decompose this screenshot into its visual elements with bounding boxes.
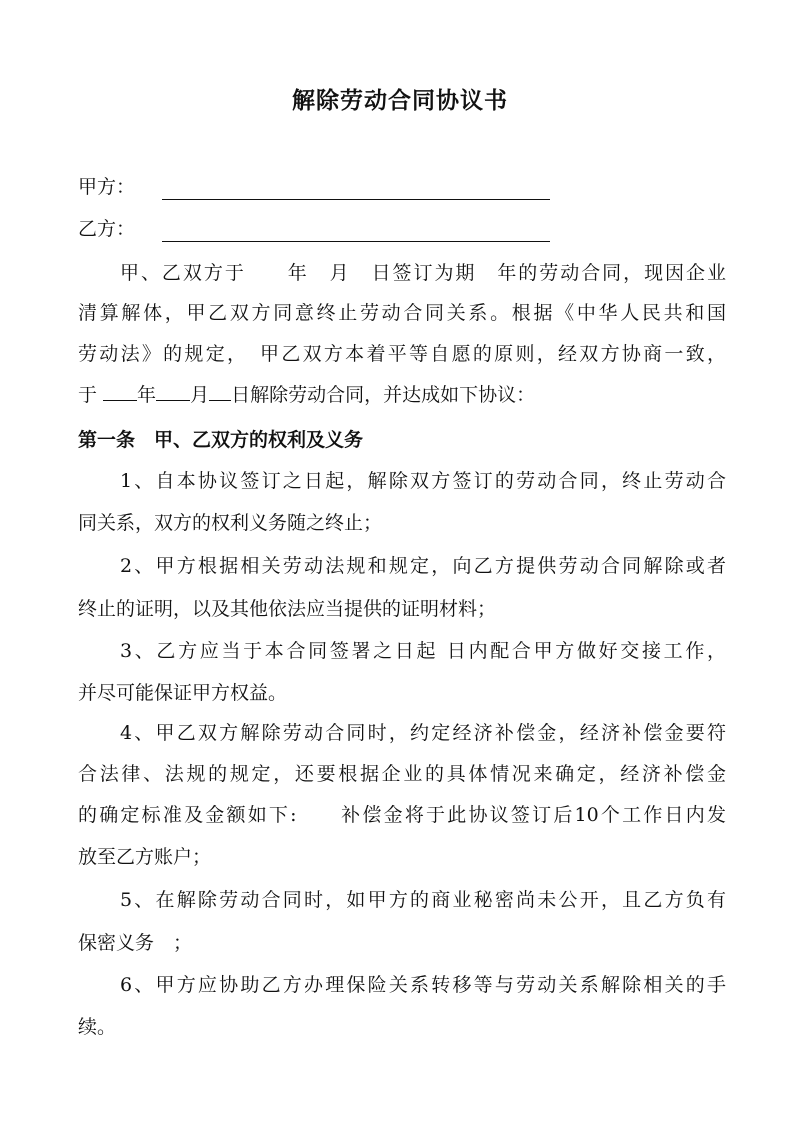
intro-month-text: 月 bbox=[190, 384, 210, 406]
item-5-line-1: 5、在解除劳动合同时，如甲方的商业秘密尚未公开，且乙方负有 bbox=[120, 889, 726, 911]
intro-line-3: 劳动法》的规定， 甲乙双方本着平等自愿的原则，经双方协商一致， bbox=[78, 343, 726, 365]
intro-line-2: 清算解体，甲乙双方同意终止劳动合同关系。根据《中华人民共和国 bbox=[78, 302, 726, 324]
item-6-line-1: 6、甲方应协助乙方办理保险关系转移等与劳动关系解除相关的手 bbox=[120, 974, 726, 996]
item-2-line-1: 2、甲方根据相关劳动法规和规定，向乙方提供劳动合同解除或者 bbox=[120, 555, 726, 577]
item-4-line-3: 的确定标准及金额如下: 补偿金将于此协议签订后10个工作日内发 bbox=[78, 804, 726, 826]
year-blank bbox=[103, 380, 137, 401]
party-a-label: 甲方： bbox=[78, 176, 136, 198]
intro-line-4-rest: 日解除劳动合同，并达成如下协议： bbox=[231, 384, 536, 406]
document-title: 解除劳动合同协议书 bbox=[292, 87, 508, 114]
item-4-line-2: 合法律、法规的规定，还要根据企业的具体情况来确定，经济补偿金 bbox=[78, 763, 726, 785]
item-3-line-1: 3、乙方应当于本合同签署之日起 日内配合甲方做好交接工作， bbox=[120, 640, 726, 662]
item-1-line-1: 1、自本协议签订之日起，解除双方签订的劳动合同，终止劳动合 bbox=[120, 470, 726, 492]
party-a-blank-line bbox=[162, 199, 550, 200]
party-b-blank-line bbox=[162, 241, 550, 242]
item-4-line-1: 4、甲乙双方解除劳动合同时，约定经济补偿金，经济补偿金要符 bbox=[120, 722, 726, 744]
article-1-heading: 第一条 甲、乙双方的权利及义务 bbox=[78, 429, 364, 451]
party-b-label: 乙方： bbox=[78, 218, 136, 240]
intro-year-text: 年 bbox=[137, 384, 157, 406]
item-3-line-2: 并尽可能保证甲方权益。 bbox=[78, 682, 288, 704]
intro-line-1: 甲、乙双方于 年 月 日签订为期 年的劳动合同，现因企业 bbox=[120, 262, 726, 284]
day-blank bbox=[209, 380, 231, 401]
item-5-line-2: 保密义务 ； bbox=[78, 932, 193, 954]
item-2-line-2: 终止的证明，以及其他依法应当提供的证明材料； bbox=[78, 598, 497, 620]
item-6-line-2: 续。 bbox=[78, 1016, 117, 1038]
party-a-row bbox=[78, 172, 162, 202]
item-4-line-4: 放至乙方账户； bbox=[78, 846, 212, 868]
party-b-row bbox=[78, 214, 162, 244]
item-1-line-2: 同关系，双方的权利义务随之终止； bbox=[78, 512, 383, 534]
intro-line-4-prefix: 于 bbox=[78, 384, 104, 406]
intro-line-4 bbox=[78, 380, 726, 410]
month-blank bbox=[156, 380, 190, 401]
